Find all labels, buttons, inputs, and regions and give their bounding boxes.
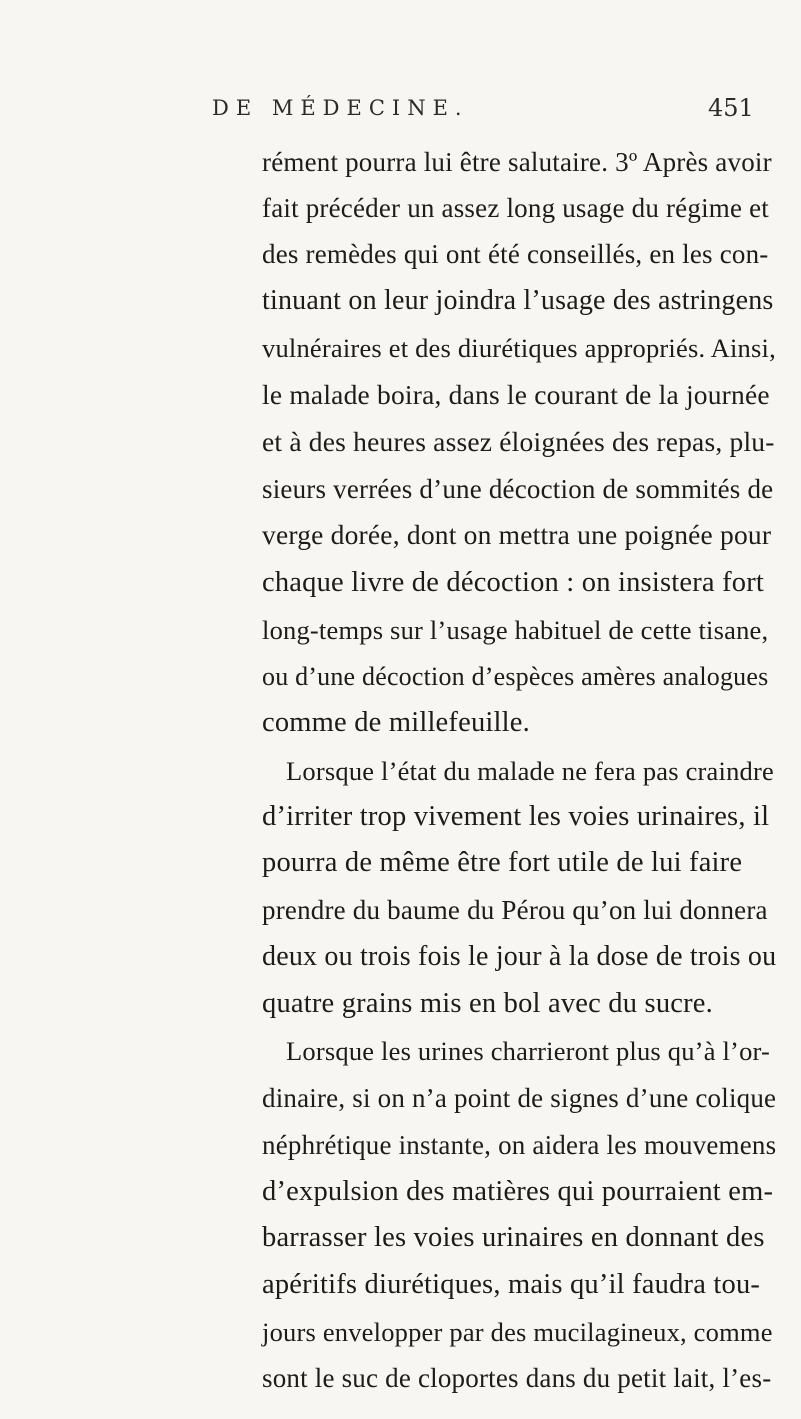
running-title: DE MÉDECINE. (212, 96, 469, 120)
text-line: comme de millefeuille. (262, 707, 530, 738)
text-line: fait précéder un assez long usage du régime et (262, 193, 769, 223)
text-line: prendre du baume du Pérou qu’on lui donnera (262, 895, 768, 925)
text-line: sont le suc de cloportes dans du petit lait, l’es- (262, 1363, 772, 1393)
text-line: sieurs verrées d’une décoction de sommités de (262, 474, 774, 504)
text-line: apéritifs diurétiques, mais qu’il faudra tou- (262, 1269, 761, 1300)
paragraph-first-line: Lorsque les urines charrieront plus qu’à l’or- (286, 1036, 771, 1066)
paragraph-first-line: Lorsque l’état du malade ne fera pas craindre (286, 756, 774, 786)
text-line: long-temps sur l’usage habituel de cette tisane, (262, 615, 769, 645)
text-line: le malade boira, dans le courant de la journée (262, 379, 770, 410)
text-line: ou d’une décoction d’espèces amères analogues (262, 662, 769, 691)
text-line: et à des heures assez éloignées des repas, plu- (262, 426, 775, 457)
text-line: chaque livre de décoction : on insistera fort (262, 567, 765, 598)
text-line: barrasser les voies urinaires en donnant des (262, 1222, 765, 1253)
text-line: deux ou trois fois le jour à la dose de trois ou (262, 941, 777, 972)
text-line: d’irriter trop vivement les voies urinaires, il (262, 801, 770, 832)
text-line: dinaire, si on n’a point de signes d’une colique (262, 1083, 777, 1113)
text-line: pourra de même être fort utile de lui faire (262, 847, 743, 878)
text-line: d’expulsion des matières qui pourraient em- (262, 1176, 774, 1207)
text-line: rément pourra lui être salutaire. 3º Après avoir (262, 147, 772, 177)
text-line: néphrétique instante, on aidera les mouvemens (262, 1130, 777, 1160)
text-line: des remèdes qui ont été conseillés, en les con- (262, 239, 769, 269)
text-line: quatre grains mis en bol avec du sucre. (262, 988, 713, 1019)
text-line: vulnéraires et des diurétiques appropriés. Ainsi, (262, 333, 776, 363)
text-line: verge dorée, dont on mettra une poignée pour (262, 519, 772, 550)
text-line: tinuant on leur joindra l’usage des astringens (262, 285, 774, 316)
text-line: jours envelopper par des mucilagineux, comme (262, 1317, 773, 1347)
page-number: 451 (708, 94, 754, 122)
